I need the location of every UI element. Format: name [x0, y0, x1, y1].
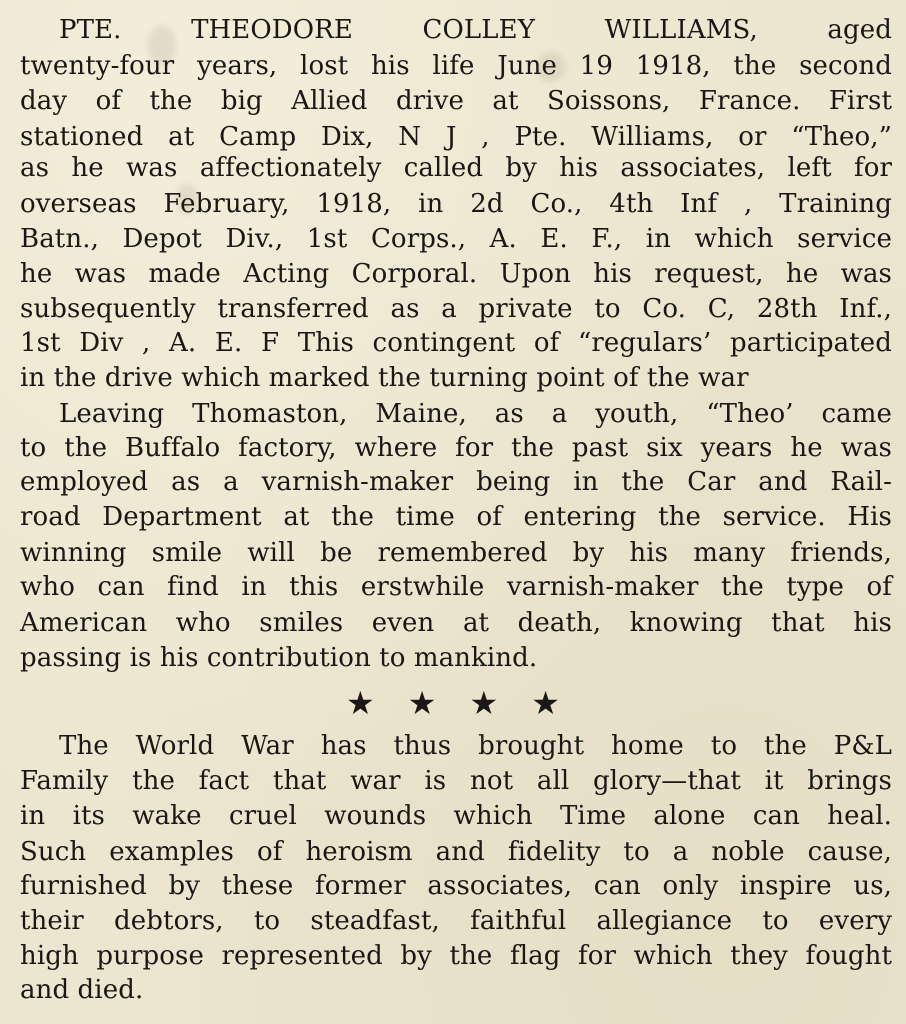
tribute-line: The World War has thus brought home to the P&L	[59, 731, 892, 761]
tribute-line: Such examples of heroism and fidelity to a noble cause,	[20, 837, 892, 867]
obituary-line: in the drive which marked the turning point of the war	[20, 363, 749, 393]
biography-line: to the Buffalo factory, where for the past six years he was	[20, 433, 892, 463]
tribute-line: in its wake cruel wounds which Time alone can heal.	[20, 801, 892, 831]
star-icon: ★	[469, 684, 499, 722]
biography-line: employed as a varnish-maker being in the Car and Rail-	[20, 467, 892, 497]
obituary-line: twenty-four years, lost his life June 19 1918, the second	[20, 51, 892, 81]
biography-line: winning smile will be remembered by his many friends,	[20, 538, 892, 568]
tribute-line: and died.	[20, 975, 144, 1005]
star-icon: ★	[407, 684, 437, 722]
obituary-line: subsequently transferred as a private to Co. C, 28th Inf.,	[20, 294, 892, 324]
tribute-line: high purpose represented by the flag for which they fought	[20, 941, 892, 971]
obituary-line: day of the big Allied drive at Soissons, France. First	[20, 86, 892, 116]
biography-line: passing is his contribution to mankind.	[20, 643, 538, 673]
tribute-line: furnished by these former associates, can only inspire us,	[20, 871, 892, 901]
tribute-line: Family the fact that war is not all glory—that it brings	[20, 766, 892, 796]
star-icon: ★	[531, 684, 560, 722]
obituary-line: PTE. THEODORE COLLEY WILLIAMS, aged	[59, 15, 892, 45]
obituary-line: Batn., Depot Div., 1st Corps., A. E. F., in which service	[20, 224, 892, 254]
obituary-line: overseas February, 1918, in 2d Co., 4th Inf , Training	[20, 189, 892, 219]
tribute-line: their debtors, to steadfast, faithful allegiance to every	[20, 906, 892, 936]
star-icon: ★	[346, 684, 375, 722]
obituary-line: he was made Acting Corporal. Upon his request, he was	[20, 259, 892, 289]
star-separator	[346, 683, 560, 723]
obituary-line: 1st Div , A. E. F This contingent of “regulars’ participated	[20, 328, 892, 358]
obituary-line: stationed at Camp Dix, N J , Pte. Williams, or “Theo,”	[20, 122, 892, 152]
biography-line: road Department at the time of entering the service. His	[20, 502, 892, 532]
obituary-line: as he was affectionately called by his associates, left for	[20, 153, 892, 183]
biography-line: American who smiles even at death, knowing that his	[20, 608, 892, 638]
biography-line: who can find in this erstwhile varnish-maker the type of	[20, 572, 892, 602]
biography-line: Leaving Thomaston, Maine, as a youth, “Theo’ came	[59, 399, 892, 429]
